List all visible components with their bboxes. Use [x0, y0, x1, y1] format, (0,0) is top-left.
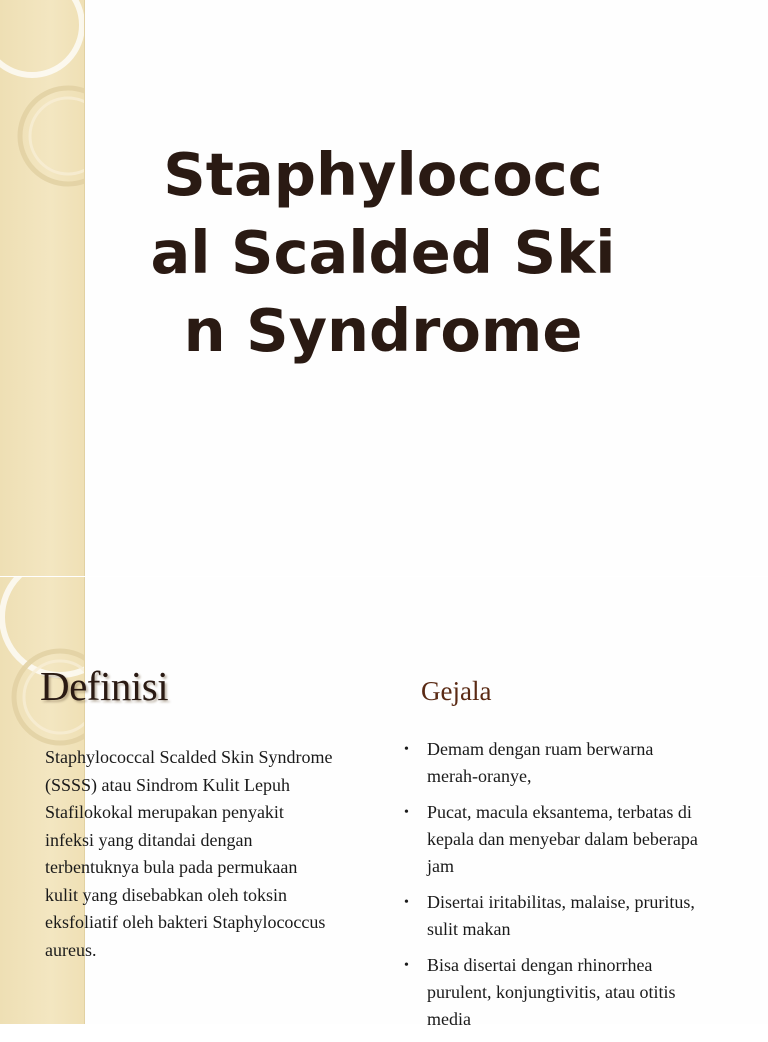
slide-title: Staphylococcal Scalded Skin Syndrome: [150, 140, 616, 365]
gejala-item-text: Pucat, macula eksantema, terbatas di kepala dan menyebar dalam beberapa jam: [427, 802, 698, 876]
bullet-icon: •: [404, 805, 409, 820]
bullet-icon: •: [404, 895, 409, 910]
gejala-list: [404, 736, 764, 1042]
bullet-icon: •: [404, 742, 409, 757]
bullet-icon: •: [404, 958, 409, 973]
definisi-heading: Definisi: [40, 663, 169, 709]
decorative-circles-icon: [0, 0, 84, 576]
gejala-item-text: Disertai iritabilitas, malaise, pruritus, sulit makan: [427, 892, 695, 939]
gejala-item: [404, 799, 764, 880]
slide-sidebar: [0, 0, 85, 576]
definisi-body: Staphylococcal Scalded Skin Syndrome (SSSS) atau Sindrom Kulit Lepuh Stafilokokal merupakan penyakit infeksi yang ditandai dengan terbentuknya bula pada permukaan kulit yang disebabkan oleh toksin eksfoliatif oleh bakteri Staphylococcus aureus.: [45, 747, 333, 960]
gejala-item-text: Demam dengan ruam berwarna merah-oranye,: [427, 739, 654, 786]
gejala-item-text: Bisa disertai dengan rhinorrhea purulent, konjungtivitis, atau otitis media: [427, 955, 676, 1029]
gejala-item: [404, 952, 764, 1033]
gejala-item: [404, 736, 764, 790]
gejala-heading: Gejala: [421, 676, 492, 706]
gejala-item: [404, 889, 764, 943]
